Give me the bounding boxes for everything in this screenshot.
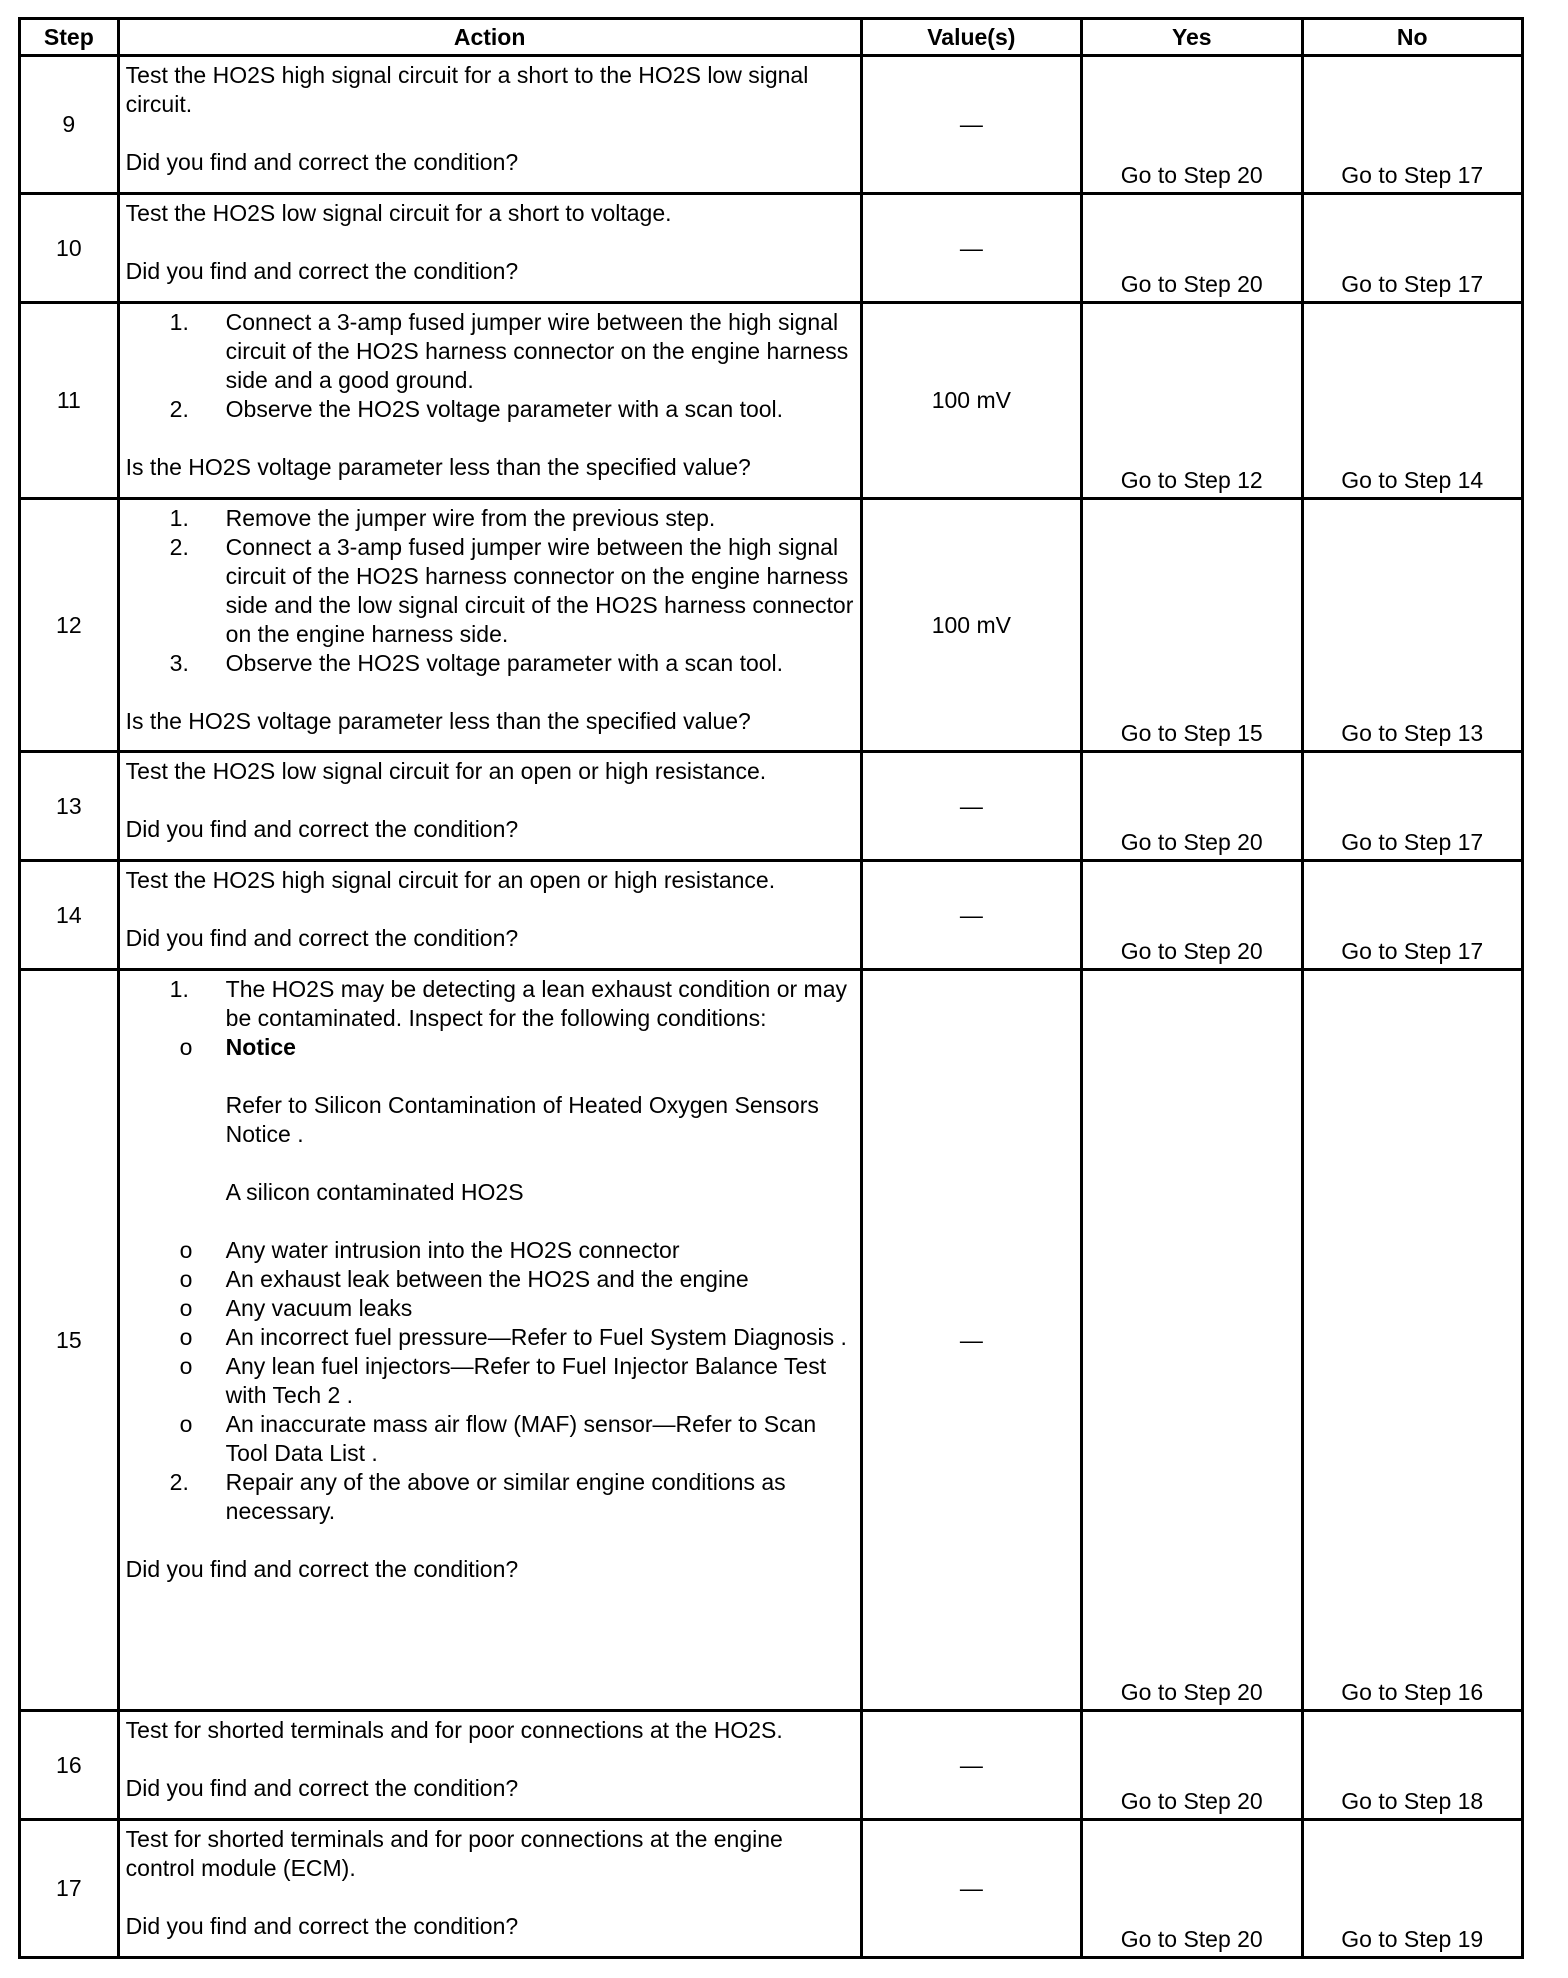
step-number: 13 [20,752,119,861]
bullet-icon: o [179,1266,193,1292]
no-result: Go to Step 17 [1302,56,1523,194]
diagnostic-table-page [18,17,1524,1959]
step-number: 10 [20,194,119,303]
action-numbered-list [126,504,854,678]
header-action: Action [118,19,861,56]
action-cell [118,752,861,861]
list-item [126,504,854,533]
no-result: Go to Step 19 [1302,1820,1523,1958]
action-instruction: Test the HO2S high signal circuit for an open or high resistance. [125,867,776,893]
no-result: Go to Step 16 [1302,970,1523,1711]
action-question: Did you find and correct the condition? [125,925,519,951]
step-number: 9 [20,56,119,194]
action-question: Did you find and correct the condition? [125,258,519,284]
bullet-icon: o [179,1411,193,1437]
step-number: 12 [20,499,119,752]
no-result: Go to Step 14 [1302,303,1523,499]
list-item [126,649,854,678]
yes-result: Go to Step 12 [1082,303,1302,499]
table-row-step-13 [20,752,1523,861]
bullet-icon: o [179,1324,193,1350]
list-item [126,1410,854,1468]
value-cell: — [861,1820,1081,1958]
table-header-row [20,19,1523,56]
list-item-text: Any lean fuel injectors—Refer to Fuel Injector Balance Test with Tech 2 . [225,1353,827,1408]
list-item-number: 1. [169,976,189,1002]
value-cell: — [861,861,1081,970]
action-cell [118,1711,861,1820]
yes-result: Go to Step 20 [1082,194,1302,303]
action-cell [118,194,861,303]
header-yes: Yes [1082,19,1302,56]
list-item-number: 2. [169,1469,189,1495]
header-values: Value(s) [861,19,1081,56]
diagnostic-steps-table [18,17,1524,1959]
list-item [126,395,854,424]
step-number: 14 [20,861,119,970]
no-result: Go to Step 18 [1302,1711,1523,1820]
list-item-number: 3. [169,650,189,676]
list-item-text: An exhaust leak between the HO2S and the engine [225,1266,749,1292]
action-cell [118,1820,861,1958]
bullet-icon: o [179,1237,193,1263]
list-item [126,1468,854,1526]
action-cell [118,970,861,1711]
yes-result: Go to Step 20 [1082,752,1302,861]
list-item-text: Connect a 3-amp fused jumper wire between the high signal circuit of the HO2S harness connector on the engine harness side and a good ground. [225,309,849,393]
list-item [126,1265,854,1294]
yes-result: Go to Step 15 [1082,499,1302,752]
action-instruction: Test for shorted terminals and for poor connections at the engine control module (ECM). [125,1826,783,1881]
action-question: Is the HO2S voltage parameter less than the specified value? [125,454,751,480]
yes-result: Go to Step 20 [1082,1711,1302,1820]
table-row-step-14 [20,861,1523,970]
action-cell [118,56,861,194]
list-item-text: Remove the jumper wire from the previous step. [225,505,716,531]
list-item-text: Observe the HO2S voltage parameter with a scan tool. [225,650,784,676]
list-item [126,533,854,649]
action-question: Did you find and correct the condition? [125,816,519,842]
no-result: Go to Step 17 [1302,861,1523,970]
value-cell: 100 mV [861,499,1081,752]
list-item-text: The HO2S may be detecting a lean exhaust condition or may be contaminated. Inspect for the following conditions: [225,976,848,1031]
action-instruction: Test for shorted terminals and for poor connections at the HO2S. [125,1717,783,1743]
list-item [126,975,854,1468]
action-cell [118,861,861,970]
list-item-text: Connect a 3-amp fused jumper wire between the high signal circuit of the HO2S harness connector on the engine harness side and the low signal circuit of the HO2S harness connector on the engine harness side. [225,534,854,647]
notice-bullet [126,1033,854,1236]
list-item-text: An inaccurate mass air flow (MAF) sensor—Refer to Scan Tool Data List . [225,1411,817,1466]
list-item-text: Observe the HO2S voltage parameter with a scan tool. [225,396,784,422]
bullet-icon: o [179,1034,193,1060]
action-question: Did you find and correct the condition? [125,1913,519,1939]
step-number: 15 [20,970,119,1711]
table-row-step-12 [20,499,1523,752]
list-item [126,1352,854,1410]
header-step: Step [20,19,119,56]
yes-result: Go to Step 20 [1082,56,1302,194]
no-result: Go to Step 13 [1302,499,1523,752]
table-row-step-10 [20,194,1523,303]
yes-result: Go to Step 20 [1082,970,1302,1711]
table-row-step-9 [20,56,1523,194]
list-item [126,308,854,395]
list-item-text: Repair any of the above or similar engine conditions as necessary. [225,1469,786,1524]
notice-item: A silicon contaminated HO2S [225,1179,524,1205]
action-instruction: Test the HO2S high signal circuit for a short to the HO2S low signal circuit. [125,62,809,117]
table-row-step-11 [20,303,1523,499]
table-row-step-17 [20,1820,1523,1958]
list-item-number: 1. [169,505,189,531]
step-number: 16 [20,1711,119,1820]
action-numbered-list [126,308,854,424]
yes-result: Go to Step 20 [1082,861,1302,970]
action-instruction: Test the HO2S low signal circuit for an open or high resistance. [125,758,767,784]
list-item-number: 1. [169,309,189,335]
action-numbered-list [126,975,854,1526]
list-item [126,1294,854,1323]
table-row-step-15 [20,970,1523,1711]
value-cell: — [861,752,1081,861]
step-number: 17 [20,1820,119,1958]
action-question: Is the HO2S voltage parameter less than the specified value? [125,708,751,734]
value-cell: — [861,194,1081,303]
value-cell: — [861,1711,1081,1820]
notice-text: Refer to Silicon Contamination of Heated Oxygen Sensors Notice . [225,1092,819,1147]
action-cell [118,303,861,499]
value-cell: — [861,56,1081,194]
action-question: Did you find and correct the condition? [125,1556,519,1582]
action-question: Did you find and correct the condition? [125,149,519,175]
list-item-number: 2. [169,534,189,560]
list-item-text: Any water intrusion into the HO2S connector [225,1237,680,1263]
notice-title: Notice [225,1034,296,1060]
action-question: Did you find and correct the condition? [125,1775,519,1801]
action-cell [118,499,861,752]
table-row-step-16 [20,1711,1523,1820]
list-item [126,1323,854,1352]
list-item-text: Any vacuum leaks [225,1295,413,1321]
header-no: No [1302,19,1523,56]
yes-result: Go to Step 20 [1082,1820,1302,1958]
bullet-icon: o [179,1295,193,1321]
value-cell: 100 mV [861,303,1081,499]
bullet-icon: o [179,1353,193,1379]
no-result: Go to Step 17 [1302,752,1523,861]
list-item-text: An incorrect fuel pressure—Refer to Fuel System Diagnosis . [225,1324,847,1350]
no-result: Go to Step 17 [1302,194,1523,303]
conditions-bullet-list [126,1033,854,1468]
action-instruction: Test the HO2S low signal circuit for a short to voltage. [125,200,672,226]
value-cell: — [861,970,1081,1711]
list-item-number: 2. [169,396,189,422]
list-item [126,1236,854,1265]
step-number: 11 [20,303,119,499]
